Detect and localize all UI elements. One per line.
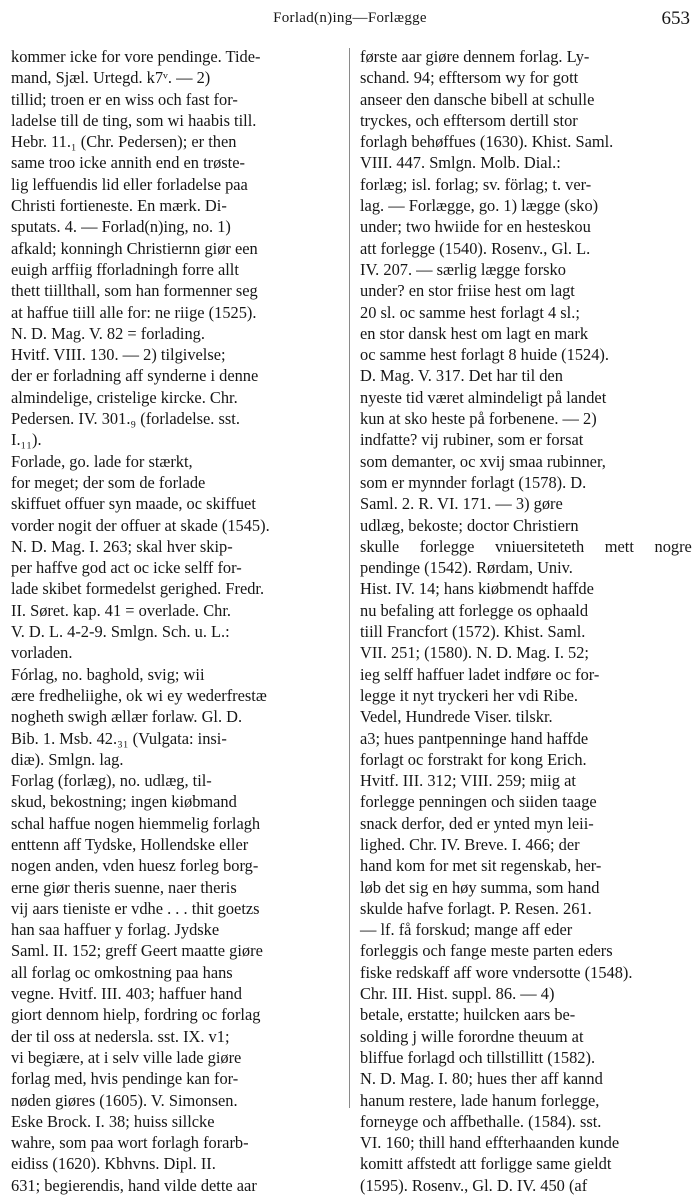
text-line: Bib. 1. Msb. 42.₃₁ (Vulgata: insi- — [11, 728, 227, 748]
text-line: indfatte? vij rubiner, som er forsat — [360, 430, 584, 450]
text-line: under; two hwiide for en hesteskou — [360, 217, 591, 237]
text-line: 20 sl. oc samme hest forlagt 4 sl.; — [360, 302, 580, 322]
text-line: ladelse till de ting, som wi haabis till. — [11, 110, 257, 130]
text-line: vegne. Hvitf. III. 403; haffuer hand — [11, 984, 242, 1004]
text-line: 631; begierendis, hand vilde dette aar — [11, 1175, 257, 1195]
text-line: Hebr. 11.₁ (Chr. Pedersen); er then — [11, 132, 237, 152]
left-column — [11, 46, 343, 1195]
text-line: forlegge penningen och siiden taage — [360, 792, 597, 812]
running-header — [8, 6, 692, 34]
text-line: betale, erstatte; huilcken aars be- — [360, 1005, 576, 1025]
text-line: en stor dansk hest om lagt en mark — [360, 323, 589, 343]
text-line: nyeste tid været almindeligt på landet — [360, 387, 607, 407]
text-line: lade skibet formedelst gerighed. Fredr. — [11, 579, 265, 599]
text-line: som er mynnder forlagt (1578). D. — [360, 472, 587, 492]
text-line: forlagh behøffues (1630). Khist. Saml. — [360, 132, 614, 152]
text-line: for meget; der som de forlade — [11, 472, 206, 492]
text-line: Forlade, go. lade for stærkt, — [11, 451, 193, 471]
text-line: Chr. III. Hist. suppl. 86. — 4) — [360, 984, 555, 1004]
text-line: nogheth swigh ællær forlaw. Gl. D. — [11, 707, 243, 727]
text-line: tiill Francfort (1572). Khist. Saml. — [360, 622, 586, 642]
text-line: skulle forlegge vniuersiteteth mett nogre — [360, 536, 692, 556]
text-line: lag. — Forlægge, go. 1) lægge (sko) — [360, 196, 599, 216]
column-divider — [349, 48, 350, 1108]
text-line: giort dennom hielp, fordring oc forlag — [11, 1005, 261, 1025]
text-line: kommer icke for vore pendinge. Tide- — [11, 47, 261, 66]
text-line: tryckes, och efftersom dertill stor — [360, 110, 578, 130]
header-title: Forlad(n)ing—Forlægge — [273, 10, 427, 26]
text-line: euigh arffiig fforladningh forre allt — [11, 259, 239, 279]
text-line: der er forladning aff synderne i denne — [11, 366, 259, 386]
text-line: eidiss (1620). Kbhvns. Dipl. II. — [11, 1154, 216, 1174]
text-line: forneyge och affbethalle. (1584). sst. — [360, 1111, 602, 1131]
text-line: løb det sig en høy summa, som hand — [360, 877, 600, 897]
text-line: kun at sko heste på forbenene. — 2) — [360, 409, 597, 429]
text-line: a3; hues pantpenninge hand haffde — [360, 728, 589, 748]
text-line: ieg selff haffuer ladet indføre oc for- — [360, 664, 600, 684]
text-line: mand, Sjæl. Urtegd. k7ᵛ. — 2) — [11, 68, 211, 88]
text-line: Christi fortieneste. En mærk. Di- — [11, 196, 227, 216]
text-line: tillid; troen er en wiss och fast for- — [11, 89, 238, 109]
text-line: bliffue forlagd och tillstillitt (1582). — [360, 1047, 596, 1067]
text-line: Saml. 2. R. VI. 171. — 3) gøre — [360, 494, 563, 514]
text-line: diæ). Smlgn. lag. — [11, 749, 124, 769]
text-line: Hist. IV. 14; hans kiøbmendt haffde — [360, 579, 594, 599]
text-line: forlag med, hvis pendinge kan for- — [11, 1069, 239, 1089]
text-line: D. Mag. V. 317. Det har til den — [360, 366, 563, 386]
text-line: Pedersen. IV. 301.₉ (forladelse. sst. — [11, 409, 240, 429]
text-line: han saa haffuer y forlag. Jydske — [11, 920, 220, 940]
text-line: same troo icke annith end en trøste- — [11, 153, 245, 173]
text-line: vorladen. — [11, 643, 73, 663]
text-line: under? en stor friise hest om lagt — [360, 281, 575, 301]
text-line: nøden giøres (1605). V. Simonsen. — [11, 1090, 238, 1110]
text-line: vorder nogit der offuer at skade (1545). — [11, 515, 270, 535]
text-line: snack derfor, ded er ynted myn leii- — [360, 813, 594, 833]
text-line: IV. 207. — særlig lægge forsko — [360, 259, 566, 279]
text-line: Forlag (forlæg), no. udlæg, til- — [11, 771, 212, 791]
text-line: N. D. Mag. I. 80; hues ther aff kannd — [360, 1069, 603, 1089]
text-line: VI. 160; thill hand effterhaanden kunde — [360, 1133, 620, 1153]
text-line: afkald; konningh Christiernn giør een — [11, 238, 258, 258]
text-line: wahre, som paa wort forlagh forarb- — [11, 1133, 249, 1153]
text-line: Hvitf. VIII. 130. — 2) tilgivelse; — [11, 345, 226, 365]
text-line: pendinge (1542). Rørdam, Univ. — [360, 558, 573, 578]
text-line: sputats. 4. — Forlad(n)ing, no. 1) — [11, 217, 231, 237]
text-line: skiffuet offuer syn maade, oc skiffuet — [11, 494, 256, 514]
text-line: thett tiillthall, som han formenner seg — [11, 281, 258, 301]
text-line: legge it nyt tryckeri her vdi Ribe. — [360, 685, 579, 705]
text-line: udlæg, bekoste; doctor Christiern — [360, 515, 579, 535]
text-line: enttenn aff Tydske, Hollendske eller — [11, 834, 249, 854]
text-line: — lf. få forskud; mange aff eder — [360, 920, 573, 940]
text-line: VII. 251; (1580). N. D. Mag. I. 52; — [360, 643, 589, 663]
text-line: anseer den dansche bibell at schulle — [360, 89, 595, 109]
text-line: vi begiære, at i selv ville lade giøre — [11, 1047, 242, 1067]
text-line: I.₁₁). — [11, 430, 42, 450]
text-line: skulde hafve forlagt. P. Resen. 261. — [360, 898, 592, 918]
text-line: ære fredheliighe, ok wi ey wederfrestæ — [11, 685, 267, 705]
text-line: Saml. II. 152; greff Geert maatte giøre — [11, 941, 263, 961]
text-line: all forlag oc omkostning paa hans — [11, 962, 233, 982]
text-line: att forlegge (1540). Rosenv., Gl. L. — [360, 238, 591, 258]
text-line: lig leffuendis lid eller forladelse paa — [11, 174, 248, 194]
text-line: at haffue tiill alle for: ne riige (1525). — [11, 302, 257, 322]
text-line: (1595). Rosenv., Gl. D. IV. 450 (af — [360, 1175, 588, 1195]
text-line: VIII. 447. Smlgn. Molb. Dial.: — [360, 153, 561, 173]
text-line: som demanter, oc xvij smaa rubinner, — [360, 451, 606, 471]
text-line: vij aars tieniste er vdhe . . . thit goetzs — [11, 898, 260, 918]
text-line: schal haffue nogen hiemmelig forlagh — [11, 813, 261, 833]
text-line: schand. 94; efftersom wy for gott — [360, 68, 579, 88]
text-line: fiske redskaff aff wore vndersotte (1548). — [360, 962, 633, 982]
text-line: nu befaling att forlegge os ophaald — [360, 600, 589, 620]
text-line: oc samme hest forlagt 8 huide (1524). — [360, 345, 609, 365]
text-line: almindelige, cristelige kircke. Chr. — [11, 387, 238, 407]
text-line: første aar giøre dennem forlag. Ly- — [360, 47, 590, 66]
text-line: Vedel, Hundrede Viser. tilskr. — [360, 707, 553, 727]
text-line: forlæg; isl. forlag; sv. förlag; t. ver- — [360, 174, 592, 194]
text-line: erne giør theris suenne, naer theris — [11, 877, 237, 897]
text-line: N. D. Mag. V. 82 = forlading. — [11, 323, 205, 343]
text-line: V. D. L. 4-2-9. Smlgn. Sch. u. L.: — [11, 622, 230, 642]
text-line: komitt affstedt att forligge same gieldt — [360, 1154, 612, 1174]
text-line: forlagt oc forstrakt for kong Erich. — [360, 749, 587, 769]
text-line: per haffve god act oc icke selff for- — [11, 558, 242, 578]
text-line: hanum restere, lade hanum forlegge, — [360, 1090, 600, 1110]
text-line: lighed. Chr. IV. Breve. I. 466; der — [360, 834, 580, 854]
text-line: Hvitf. III. 312; VIII. 259; miig at — [360, 771, 576, 791]
text-line: skud, bekostning; ingen kiøbmand — [11, 792, 237, 812]
text-line: nogen anden, vden huesz forleg borg- — [11, 856, 259, 876]
text-line: solding j wille forordne theuum at — [360, 1026, 584, 1046]
text-line: hand kom for met sit regenskab, her- — [360, 856, 602, 876]
text-line: Fórlag, no. baghold, svig; wii — [11, 664, 205, 684]
page-number: 653 — [661, 8, 690, 29]
text-line: forleggis och fange meste parten eders — [360, 941, 613, 961]
right-column — [360, 46, 692, 1195]
text-line: N. D. Mag. I. 263; skal hver skip- — [11, 536, 233, 556]
text-line: der til oss at nedersla. sst. IX. v1; — [11, 1026, 230, 1046]
text-line: II. Søret. kap. 41 = overlade. Chr. — [11, 600, 231, 620]
text-line: Eske Brock. I. 38; huiss sillcke — [11, 1111, 215, 1131]
